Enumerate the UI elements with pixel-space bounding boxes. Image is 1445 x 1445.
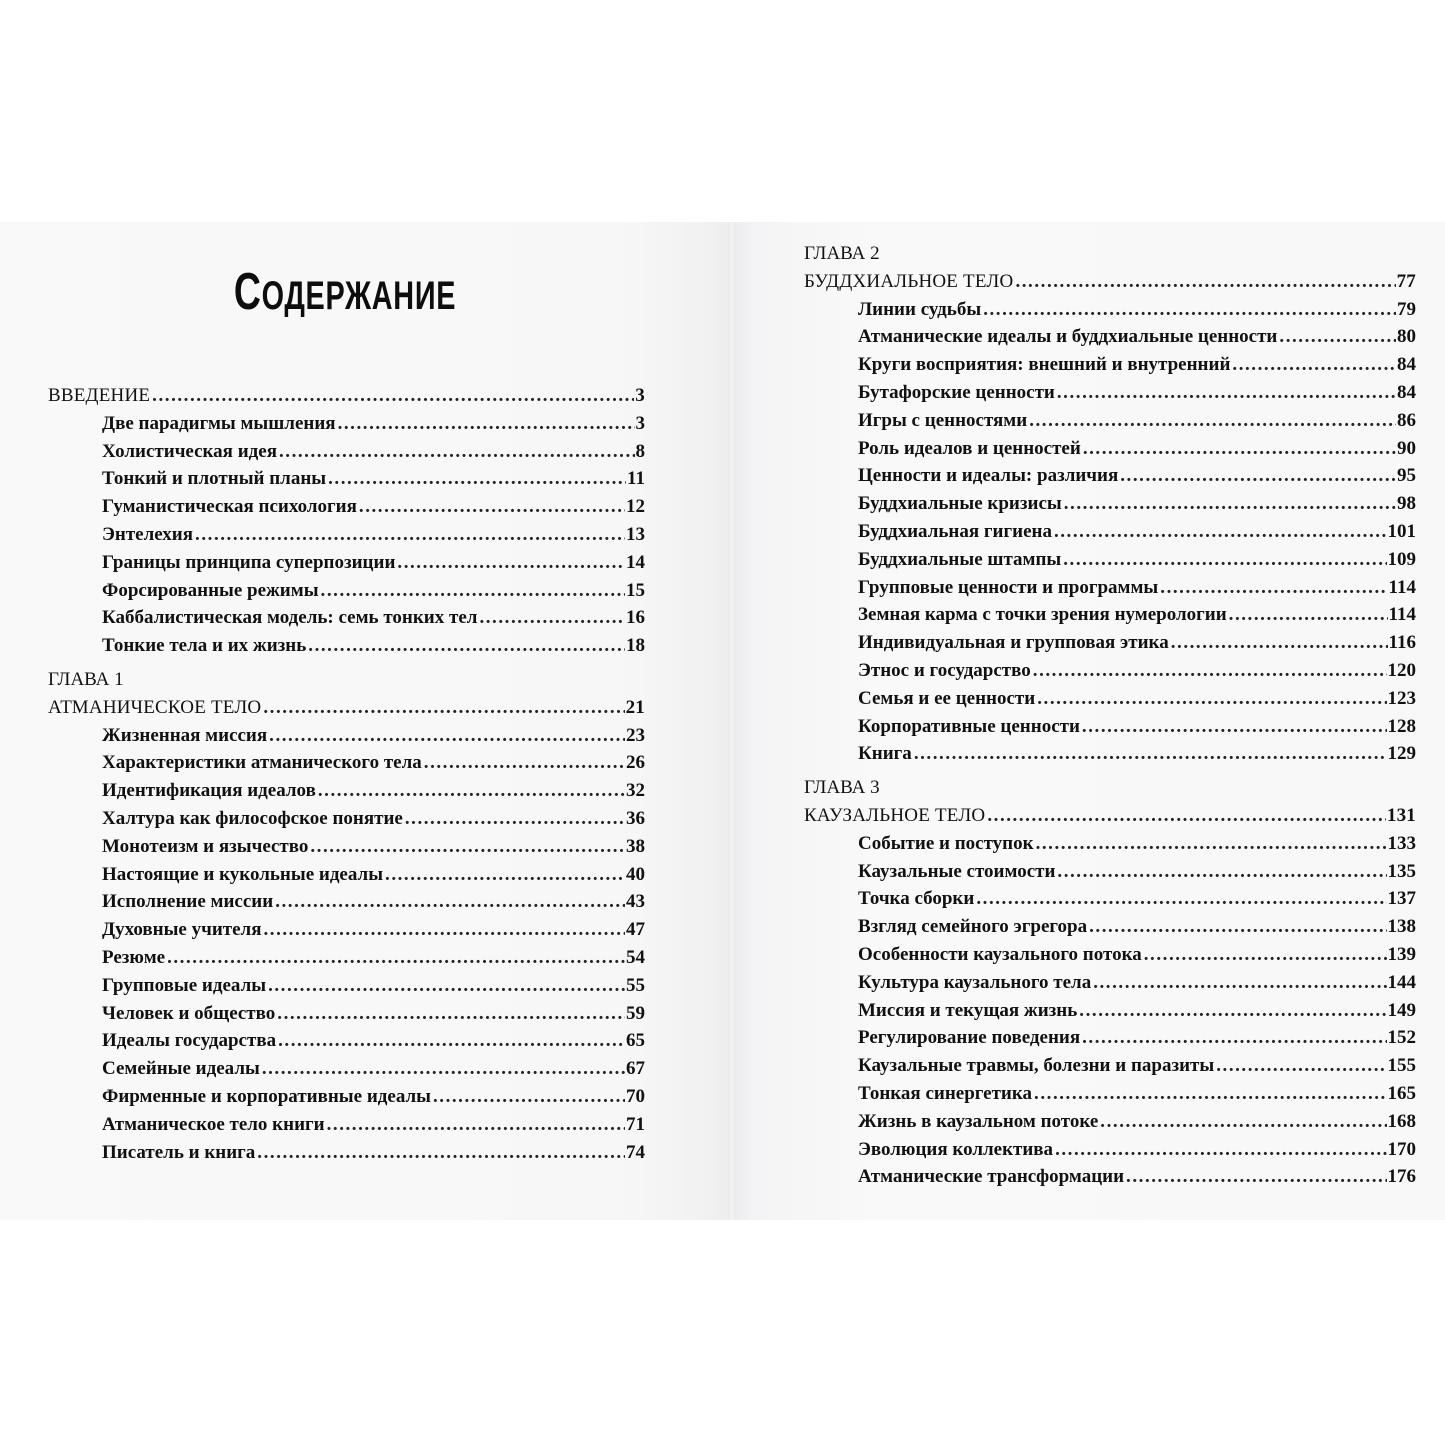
dot-leader xyxy=(405,805,625,833)
entry-title: Эволюция коллектива xyxy=(858,1138,1054,1160)
dot-leader xyxy=(328,465,626,493)
toc-entry[interactable] xyxy=(804,323,1416,351)
dot-leader xyxy=(338,410,635,438)
toc-entry[interactable] xyxy=(804,713,1416,741)
entry-title: Монотеизм и язычество xyxy=(102,835,309,857)
page-number: 3 xyxy=(635,412,645,434)
page-number: 16 xyxy=(626,607,645,629)
toc-entry[interactable] xyxy=(48,888,645,916)
toc-entry[interactable] xyxy=(804,941,1416,969)
entry-title: Событие и поступок xyxy=(858,832,1034,854)
page-number: 176 xyxy=(1387,1166,1416,1188)
dot-leader xyxy=(1063,546,1386,574)
toc-entry[interactable] xyxy=(804,858,1416,886)
page-number: 137 xyxy=(1387,888,1416,910)
toc-entry[interactable] xyxy=(48,1139,645,1167)
entry-title: Индивидуальная и групповая этика xyxy=(858,632,1169,654)
dot-leader xyxy=(1064,490,1396,518)
right-page xyxy=(734,222,1445,1220)
page-number: 116 xyxy=(1388,632,1416,654)
page-number: 36 xyxy=(626,807,645,829)
dot-leader xyxy=(263,916,625,944)
toc-entry[interactable] xyxy=(804,913,1416,941)
title-initial: С xyxy=(233,263,262,321)
dot-leader xyxy=(385,861,625,889)
page-number: 8 xyxy=(635,440,645,462)
dot-leader xyxy=(433,1083,625,1111)
page-number: 70 xyxy=(626,1085,645,1107)
toc-chapter-entry[interactable] xyxy=(48,694,645,722)
entry-title: Фирменные и корпоративные идеалы xyxy=(102,1085,431,1107)
toc-entry[interactable] xyxy=(48,1000,645,1028)
entry-title: Тонкая синергетика xyxy=(858,1082,1033,1104)
page-number: 71 xyxy=(626,1113,645,1135)
entry-title: Исполнение миссии xyxy=(102,891,274,913)
page-number: 80 xyxy=(1397,326,1416,348)
entry-title: Жизненная миссия xyxy=(102,724,268,746)
toc-entry[interactable] xyxy=(804,351,1416,379)
entry-title: Бутафорские ценности xyxy=(858,381,1055,403)
toc-entry[interactable] xyxy=(804,1163,1416,1191)
toc-entry[interactable] xyxy=(804,685,1416,713)
toc-entry[interactable] xyxy=(804,1080,1416,1108)
chapter-title: АТМАНИЧЕСКОЕ ТЕЛО xyxy=(48,696,262,718)
dot-leader xyxy=(424,749,625,777)
page-number: 14 xyxy=(626,551,645,573)
toc-entry[interactable] xyxy=(48,944,645,972)
chapter-label-text: ГЛАВА 3 xyxy=(804,777,880,799)
entry-title: Культура каузального тела xyxy=(858,971,1092,993)
dot-leader xyxy=(1160,574,1387,602)
dot-leader xyxy=(278,1027,625,1055)
dot-leader xyxy=(152,382,634,410)
dot-leader xyxy=(167,944,625,972)
page-number: 144 xyxy=(1387,971,1416,993)
page-number: 98 xyxy=(1397,493,1416,515)
toc-chapter-entry[interactable] xyxy=(804,802,1416,830)
page-number: 40 xyxy=(626,863,645,885)
page-number: 165 xyxy=(1387,1082,1416,1104)
toc-entry[interactable] xyxy=(48,632,645,660)
entry-title: Семейные идеалы xyxy=(102,1058,260,1080)
left-page xyxy=(0,222,730,1220)
entry-title: Книга xyxy=(858,743,912,765)
page-number: 114 xyxy=(1388,604,1416,626)
page-number: 13 xyxy=(626,523,645,545)
page-number: 21 xyxy=(625,696,645,718)
entry-title: Каббалистическая модель: семь тонких тел xyxy=(102,607,478,629)
toc-entry[interactable] xyxy=(804,296,1416,324)
page-number: 32 xyxy=(626,780,645,802)
dot-leader xyxy=(1100,1108,1386,1136)
toc-entry[interactable] xyxy=(48,521,645,549)
page-number: 120 xyxy=(1387,659,1416,681)
dot-leader xyxy=(1171,629,1388,657)
dot-leader xyxy=(1057,379,1396,407)
toc-entry[interactable] xyxy=(48,493,645,521)
chapter-label-text: ГЛАВА 2 xyxy=(804,243,880,264)
entry-title: Энтелехия xyxy=(102,523,194,545)
dot-leader xyxy=(397,549,625,577)
page-number: 47 xyxy=(626,919,645,941)
dot-leader xyxy=(1037,685,1386,713)
dot-leader xyxy=(263,694,624,722)
dot-leader xyxy=(269,722,625,750)
entry-title: Духовные учителя xyxy=(102,919,262,941)
toc-right-column xyxy=(804,240,1416,1191)
page-number: 74 xyxy=(626,1141,645,1163)
page-number: 90 xyxy=(1397,437,1416,459)
toc-entry[interactable] xyxy=(48,777,645,805)
entry-title: Жизнь в каузальном потоке xyxy=(858,1110,1099,1132)
chapter-title: ВВЕДЕНИЕ xyxy=(48,385,151,406)
dot-leader xyxy=(195,521,625,549)
entry-title: Каузальные стоимости xyxy=(858,860,1056,882)
entry-title: Регулирование поведения xyxy=(858,1027,1081,1049)
entry-title: Круги восприятия: внешний и внутренний xyxy=(858,354,1231,376)
dot-leader xyxy=(1089,913,1386,941)
page-number: 155 xyxy=(1387,1055,1416,1077)
page-number: 95 xyxy=(1397,465,1416,487)
toc-entry[interactable] xyxy=(48,604,645,632)
page-number: 84 xyxy=(1397,381,1416,403)
page-number: 152 xyxy=(1387,1027,1416,1049)
page-number: 43 xyxy=(626,891,645,913)
toc-entry[interactable] xyxy=(804,740,1416,768)
book-spread xyxy=(0,222,1445,1220)
page-number: 129 xyxy=(1387,743,1416,765)
dot-leader xyxy=(310,833,625,861)
page-number: 77 xyxy=(1396,270,1416,292)
page-number: 168 xyxy=(1387,1110,1416,1132)
entry-title: Этнос и государство xyxy=(858,659,1031,681)
page-number: 23 xyxy=(626,724,645,746)
page-number: 3 xyxy=(635,385,645,406)
toc-entry[interactable] xyxy=(804,657,1416,685)
dot-leader xyxy=(1279,323,1396,351)
dot-leader xyxy=(1082,713,1387,741)
page-number: 109 xyxy=(1387,548,1416,570)
entry-title: Буддхиальные кризисы xyxy=(858,493,1062,515)
entry-title: Групповые ценности и программы xyxy=(858,576,1159,598)
toc-entry[interactable] xyxy=(804,546,1416,574)
entry-title: Линии судьбы xyxy=(858,298,982,320)
toc-entry[interactable] xyxy=(804,1136,1416,1164)
page-number: 26 xyxy=(626,752,645,774)
toc-chapter-entry[interactable] xyxy=(804,268,1416,296)
dot-leader xyxy=(359,493,625,521)
toc-entry[interactable] xyxy=(48,972,645,1000)
page-number: 38 xyxy=(626,835,645,857)
toc-entry[interactable] xyxy=(804,490,1416,518)
entry-title: Атманическое тело книги xyxy=(102,1113,325,1135)
toc-entry[interactable] xyxy=(804,629,1416,657)
toc-entry[interactable] xyxy=(48,1083,645,1111)
dot-leader xyxy=(279,438,635,466)
entry-title: Резюме xyxy=(102,946,166,968)
page-number: 18 xyxy=(626,635,645,657)
chapter-label xyxy=(48,666,645,694)
toc-entry[interactable] xyxy=(804,379,1416,407)
page-number: 123 xyxy=(1387,687,1416,709)
chapter-title: КАУЗАЛЬНОЕ ТЕЛО xyxy=(804,804,986,826)
page-number: 67 xyxy=(626,1058,645,1080)
dot-leader xyxy=(1079,997,1386,1025)
toc-left-column xyxy=(48,382,645,1166)
page-number: 79 xyxy=(1397,298,1416,320)
page-number: 114 xyxy=(1388,576,1416,598)
dot-leader xyxy=(318,777,625,805)
page-number: 15 xyxy=(626,579,645,601)
entry-title: Писатель и книга xyxy=(102,1141,256,1163)
entry-title: Миссия и текущая жизнь xyxy=(858,999,1078,1021)
dot-leader xyxy=(479,604,625,632)
dot-leader xyxy=(1055,1136,1386,1164)
toc-entry[interactable] xyxy=(804,885,1416,913)
toc-entry[interactable] xyxy=(48,577,645,605)
page-number: 12 xyxy=(626,496,645,518)
page-number: 11 xyxy=(627,468,645,490)
page-number: 149 xyxy=(1387,999,1416,1021)
toc-entry[interactable] xyxy=(48,1111,645,1139)
toc-entry[interactable] xyxy=(804,1052,1416,1080)
toc-entry[interactable] xyxy=(48,410,645,438)
dot-leader xyxy=(262,1055,625,1083)
entry-title: Идеалы государства xyxy=(102,1030,277,1052)
toc-entry[interactable] xyxy=(48,1027,645,1055)
dot-leader xyxy=(987,802,1386,830)
entry-title: Особенности каузального потока xyxy=(858,943,1142,965)
dot-leader xyxy=(1057,858,1386,886)
entry-title: Ценности и идеалы: различия xyxy=(858,465,1119,487)
chapter-label xyxy=(804,774,1416,802)
page-number: 128 xyxy=(1387,715,1416,737)
entry-title: Халтура как философское понятие xyxy=(102,807,403,829)
entry-title: Атманические идеалы и буддхиальные ценности xyxy=(858,326,1278,348)
toc-entry[interactable] xyxy=(48,861,645,889)
dot-leader xyxy=(268,972,625,1000)
dot-leader xyxy=(1054,518,1387,546)
dot-leader xyxy=(257,1139,625,1167)
toc-entry[interactable] xyxy=(48,722,645,750)
entry-title: Каузальные травмы, болезни и паразиты xyxy=(858,1055,1215,1077)
page-number: 131 xyxy=(1386,804,1416,826)
dot-leader xyxy=(1029,407,1396,435)
entry-title: Буддхиальные штампы xyxy=(858,548,1062,570)
toc-entry[interactable] xyxy=(48,1055,645,1083)
toc-entry[interactable] xyxy=(804,407,1416,435)
chapter-label xyxy=(804,240,1416,268)
entry-title: Семья и ее ценности xyxy=(858,687,1036,709)
entry-title: Роль идеалов и ценностей xyxy=(858,437,1081,459)
entry-title: Тонкие тела и их жизнь xyxy=(102,635,307,657)
entry-title: Две парадигмы мышления xyxy=(102,412,336,434)
dot-leader xyxy=(1033,657,1387,685)
entry-title: Корпоративные ценности xyxy=(858,715,1080,737)
page-number: 135 xyxy=(1387,860,1416,882)
entry-title: Границы принципа суперпозиции xyxy=(102,551,396,573)
dot-leader xyxy=(976,885,1386,913)
dot-leader xyxy=(321,577,625,605)
entry-title: Форсированные режимы xyxy=(102,579,319,601)
page-number: 54 xyxy=(626,946,645,968)
toc-entry[interactable] xyxy=(804,830,1416,858)
toc-entry[interactable] xyxy=(48,749,645,777)
page-title xyxy=(97,262,594,322)
entry-title: Тонкий и плотный планы xyxy=(102,468,327,490)
page-number: 101 xyxy=(1387,520,1416,542)
page-number: 65 xyxy=(626,1030,645,1052)
entry-title: Идентификация идеалов xyxy=(102,780,316,802)
toc-entry[interactable] xyxy=(804,462,1416,490)
toc-entry[interactable] xyxy=(48,916,645,944)
dot-leader xyxy=(914,740,1387,768)
entry-title: Характеристики атманического тела xyxy=(102,752,422,774)
toc-entry[interactable] xyxy=(48,438,645,466)
page-number: 55 xyxy=(626,974,645,996)
toc-entry[interactable] xyxy=(804,969,1416,997)
dot-leader xyxy=(275,888,625,916)
page-number: 170 xyxy=(1387,1138,1416,1160)
dot-leader xyxy=(1216,1052,1386,1080)
dot-leader xyxy=(1082,1024,1386,1052)
toc-entry[interactable] xyxy=(804,1024,1416,1052)
dot-leader xyxy=(1034,1080,1386,1108)
entry-title: Точка сборки xyxy=(858,888,975,910)
entry-title: Настоящие и кукольные идеалы xyxy=(102,863,384,885)
toc-entry[interactable] xyxy=(804,601,1416,629)
toc-entry[interactable] xyxy=(804,435,1416,463)
entry-title: Взгляд семейного эгрегора xyxy=(858,916,1088,938)
dot-leader xyxy=(1229,601,1388,629)
dot-leader xyxy=(1015,268,1395,296)
page-number: 138 xyxy=(1387,916,1416,938)
dot-leader xyxy=(983,296,1396,324)
dot-leader xyxy=(1093,969,1386,997)
page-number: 59 xyxy=(626,1002,645,1024)
page-number: 139 xyxy=(1387,943,1416,965)
entry-title: Атманические трансформации xyxy=(858,1166,1125,1188)
dot-leader xyxy=(1036,830,1387,858)
toc-entry[interactable] xyxy=(48,549,645,577)
entry-title: Человек и общество xyxy=(102,1002,276,1024)
toc-entry[interactable] xyxy=(804,1108,1416,1136)
entry-title: Земная карма с точки зрения нумерологии xyxy=(858,604,1227,626)
entry-title: Холистическая идея xyxy=(102,440,277,462)
title-rest: ОДЕРЖАНИЕ xyxy=(261,274,457,318)
page-number: 86 xyxy=(1397,409,1416,431)
dot-leader xyxy=(1144,941,1387,969)
toc-entry[interactable] xyxy=(48,833,645,861)
entry-title: Гуманистическая психология xyxy=(102,496,357,518)
toc-chapter-entry[interactable] xyxy=(48,382,645,410)
toc-entry[interactable] xyxy=(804,574,1416,602)
entry-title: Буддхиальная гигиена xyxy=(858,520,1052,542)
dot-leader xyxy=(327,1111,625,1139)
page-number: 133 xyxy=(1387,832,1416,854)
dot-leader xyxy=(308,632,625,660)
chapter-title: БУДДХИАЛЬНОЕ ТЕЛО xyxy=(804,270,1014,292)
page-number: 84 xyxy=(1397,354,1416,376)
toc-entry[interactable] xyxy=(48,805,645,833)
entry-title: Игры с ценностями xyxy=(858,409,1028,431)
entry-title: Групповые идеалы xyxy=(102,974,267,996)
toc-entry[interactable] xyxy=(48,465,645,493)
dot-leader xyxy=(1120,462,1396,490)
dot-leader xyxy=(1126,1163,1386,1191)
dot-leader xyxy=(277,1000,625,1028)
dot-leader xyxy=(1232,351,1396,379)
dot-leader xyxy=(1083,435,1396,463)
chapter-label-text: ГЛАВА 1 xyxy=(48,668,124,690)
toc-entry[interactable] xyxy=(804,518,1416,546)
toc-entry[interactable] xyxy=(804,997,1416,1025)
